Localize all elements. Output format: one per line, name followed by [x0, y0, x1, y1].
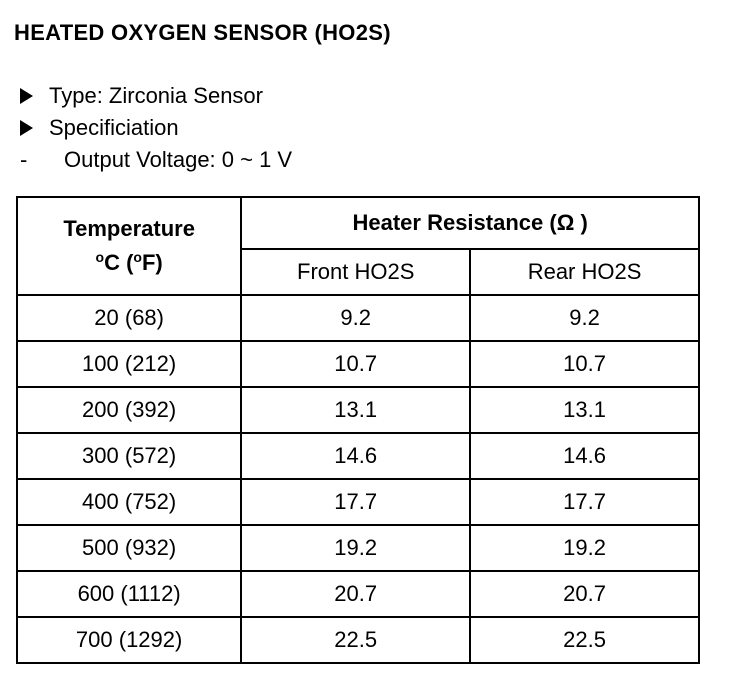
rear-resistance-cell: 9.2	[470, 295, 699, 341]
temperature-cell: 20 (68)	[17, 295, 241, 341]
table-row	[17, 295, 699, 341]
front-resistance-cell: 19.2	[241, 525, 470, 571]
table-row	[17, 433, 699, 479]
bullet-type-text: Type: Zirconia Sensor	[49, 83, 263, 108]
rear-resistance-cell: 19.2	[470, 525, 699, 571]
table-row	[17, 387, 699, 433]
front-resistance-cell: 9.2	[241, 295, 470, 341]
table-row	[17, 617, 699, 663]
temperature-cell: 600 (1112)	[17, 571, 241, 617]
table-row	[17, 571, 699, 617]
front-resistance-cell: 17.7	[241, 479, 470, 525]
temperature-column-header	[17, 197, 241, 295]
rear-resistance-cell: 22.5	[470, 617, 699, 663]
rear-resistance-cell: 10.7	[470, 341, 699, 387]
triangle-bullet-icon	[20, 88, 33, 104]
temperature-cell: 700 (1292)	[17, 617, 241, 663]
table-header-row	[17, 197, 699, 249]
front-resistance-cell: 10.7	[241, 341, 470, 387]
front-ho2s-column-header: Front HO2S	[241, 249, 470, 295]
rear-resistance-cell: 20.7	[470, 571, 699, 617]
heater-resistance-header: Heater Resistance (Ω )	[241, 197, 699, 249]
fahrenheit-label: F)	[141, 250, 163, 275]
bullet-type	[16, 80, 292, 112]
temperature-cell: 400 (752)	[17, 479, 241, 525]
rear-ho2s-column-header: Rear HO2S	[470, 249, 699, 295]
bullet-specification	[16, 112, 292, 144]
bullet-output-voltage	[16, 144, 292, 176]
temperature-cell: 100 (212)	[17, 341, 241, 387]
front-resistance-cell: 14.6	[241, 433, 470, 479]
rear-resistance-cell: 14.6	[470, 433, 699, 479]
celsius-label: C (	[104, 250, 134, 275]
bullet-output-voltage-text: Output Voltage: 0 ~ 1 V	[64, 147, 293, 172]
front-resistance-cell: 20.7	[241, 571, 470, 617]
page-title: HEATED OXYGEN SENSOR (HO2S)	[14, 20, 391, 45]
degree-c-mark: o	[95, 249, 105, 265]
table-row	[17, 525, 699, 571]
degree-f-mark: o	[133, 249, 142, 265]
dash-bullet: -	[20, 147, 28, 172]
heater-resistance-table	[16, 196, 700, 664]
table-row	[17, 479, 699, 525]
spec-bullet-list	[16, 80, 292, 176]
temperature-header-label: Temperature	[63, 216, 195, 241]
front-resistance-cell: 13.1	[241, 387, 470, 433]
front-resistance-cell: 22.5	[241, 617, 470, 663]
temperature-cell: 200 (392)	[17, 387, 241, 433]
table-row	[17, 341, 699, 387]
temperature-cell: 300 (572)	[17, 433, 241, 479]
bullet-specification-text: Specificiation	[49, 115, 179, 140]
temperature-cell: 500 (932)	[17, 525, 241, 571]
rear-resistance-cell: 17.7	[470, 479, 699, 525]
triangle-bullet-icon	[20, 120, 33, 136]
rear-resistance-cell: 13.1	[470, 387, 699, 433]
